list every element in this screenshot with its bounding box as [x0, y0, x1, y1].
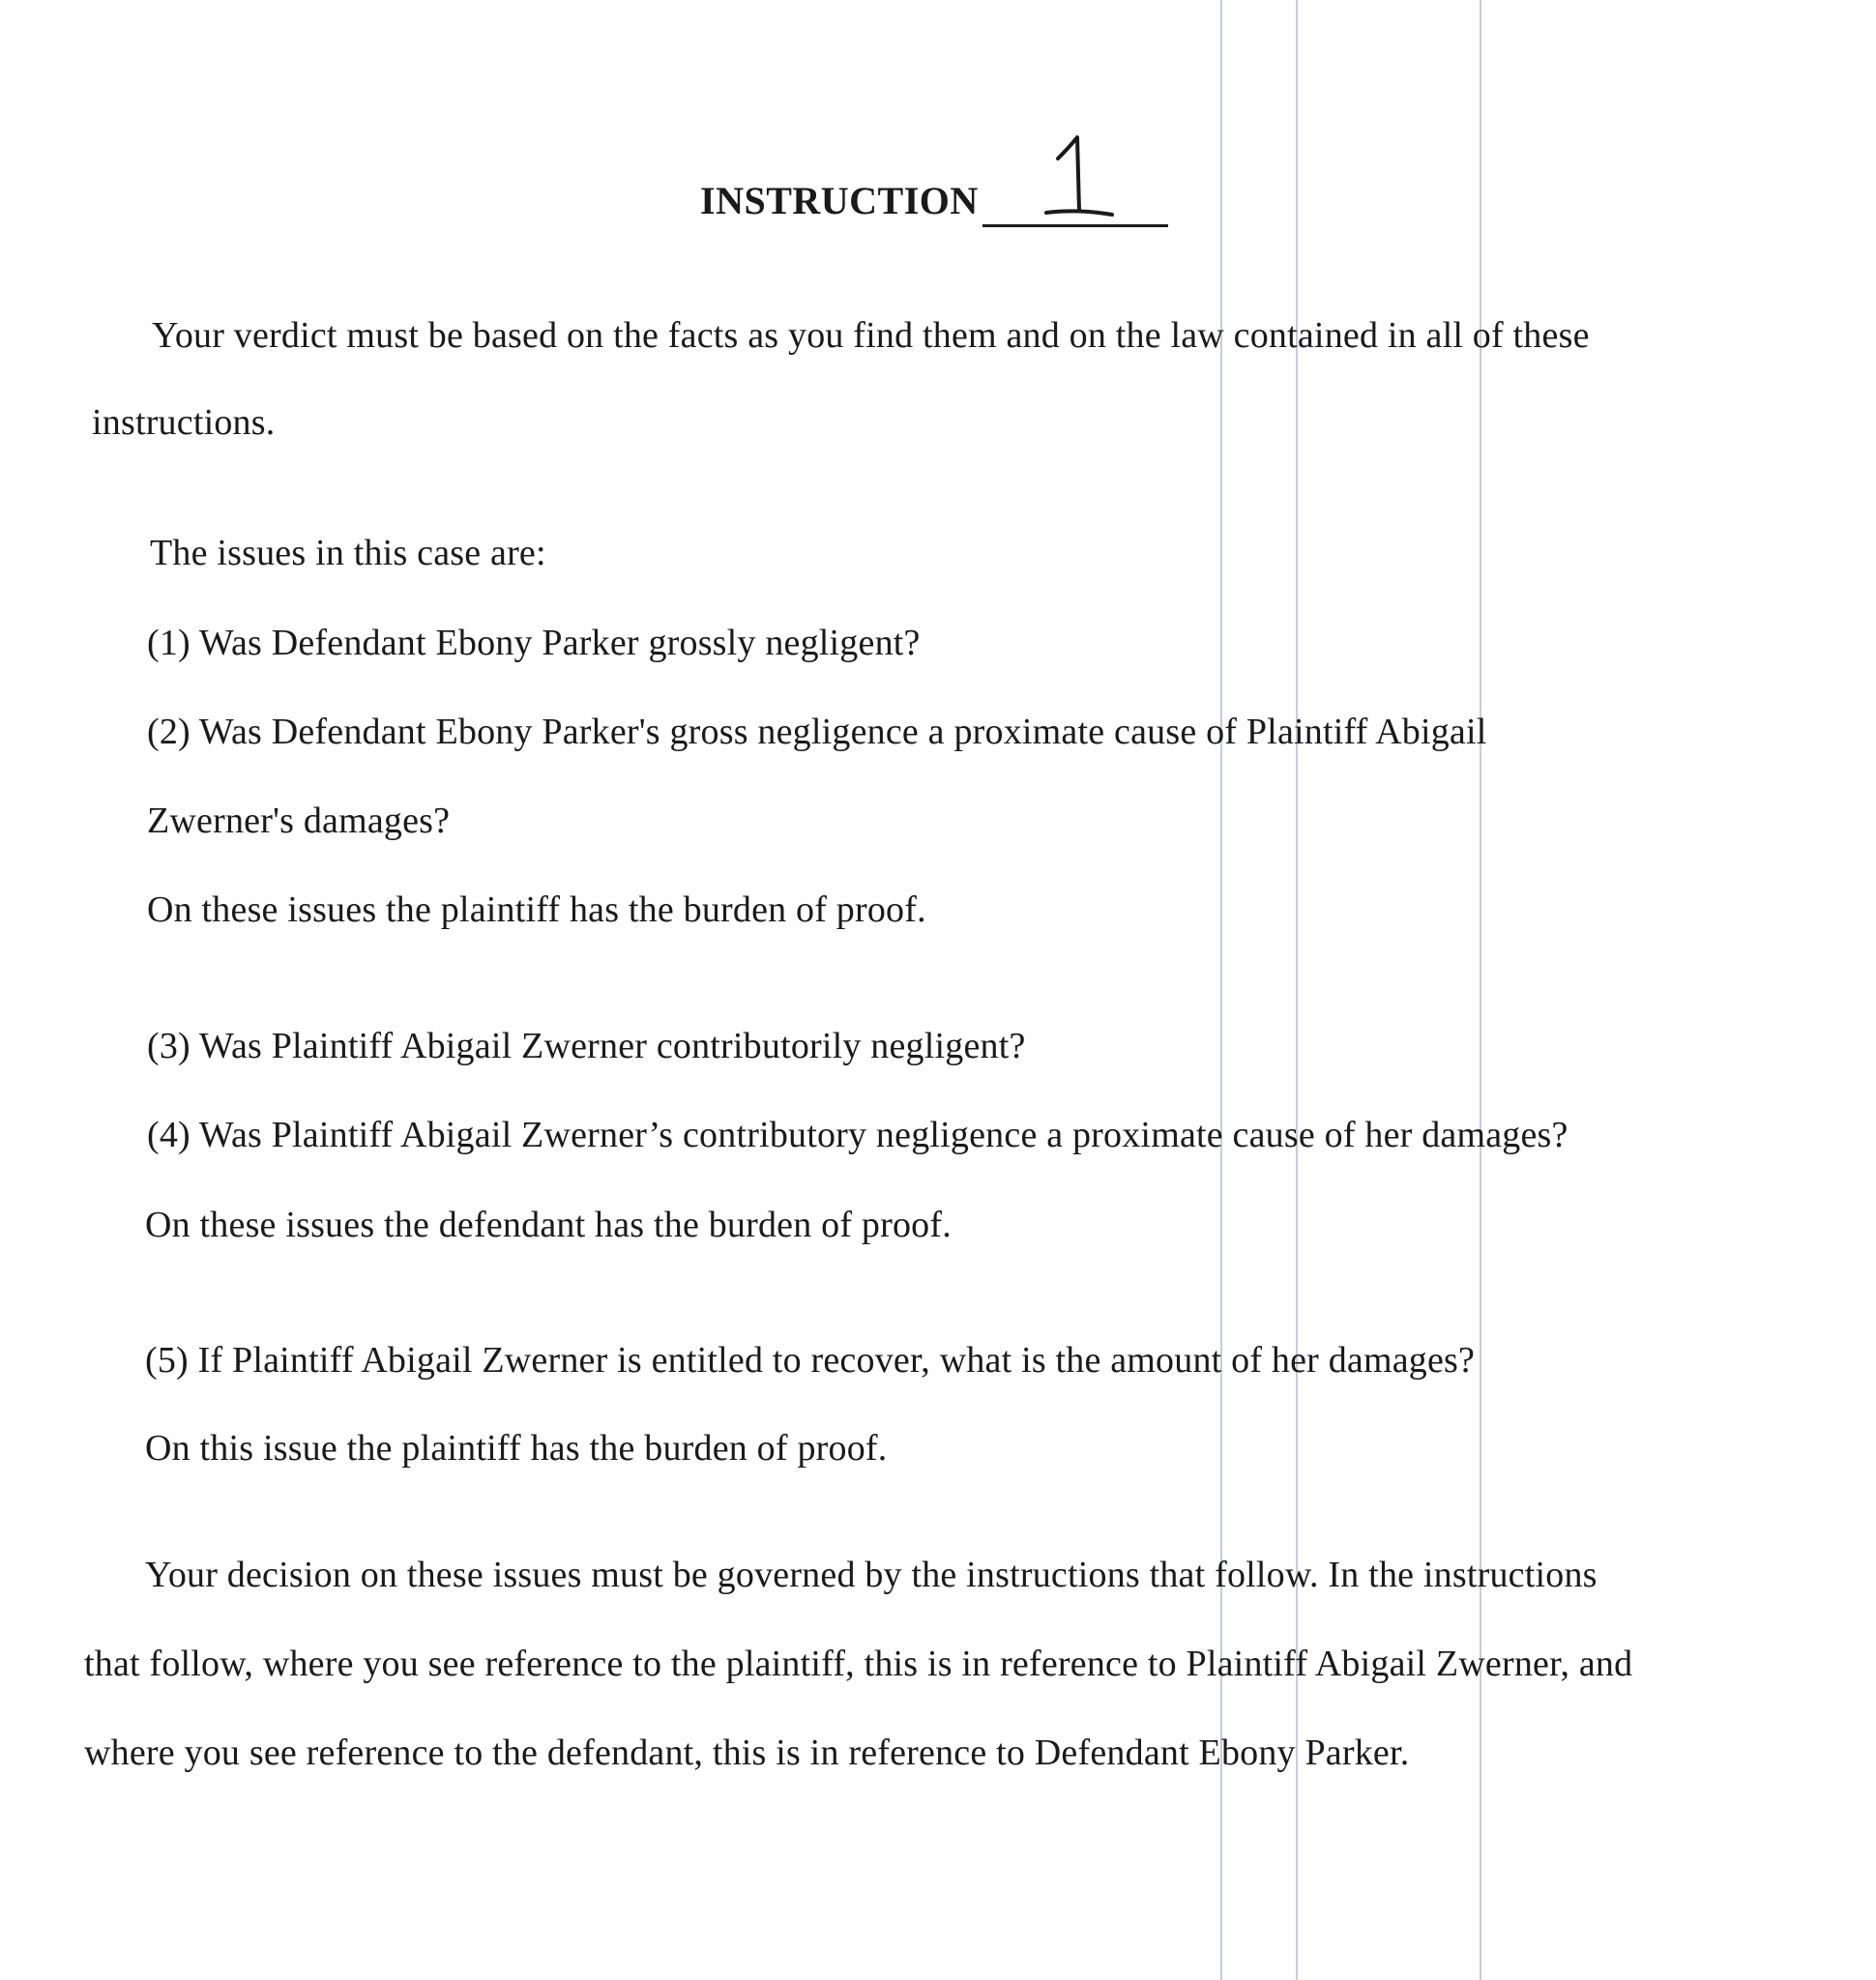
issue-1: (1) Was Defendant Ebony Parker grossly negligent?	[147, 623, 921, 663]
issue-3: (3) Was Plaintiff Abigail Zwerner contributorily negligent?	[147, 1026, 1026, 1066]
issue-2-line-2: Zwerner's damages?	[147, 801, 451, 841]
closing-line-3: where you see reference to the defendant, this is in reference to Defendant Ebony Parker.	[84, 1732, 1410, 1773]
closing-line-1: Your decision on these issues must be governed by the instructions that follow. In the instructions	[145, 1555, 1598, 1595]
instruction-number-blank	[982, 224, 1168, 227]
burden-of-proof-defendant: On these issues the defendant has the burden of proof.	[145, 1205, 952, 1245]
issue-4: (4) Was Plaintiff Abigail Zwerner’s contributory negligence a proximate cause of her damages?	[147, 1115, 1568, 1155]
instruction-header	[0, 135, 1876, 232]
handwritten-instruction-number	[1037, 128, 1114, 224]
closing-line-2: that follow, where you see reference to the plaintiff, this is in reference to Plaintiff Abigail Zwerner, and	[84, 1644, 1633, 1684]
burden-of-proof-plaintiff-1: On these issues the plaintiff has the burden of proof.	[147, 889, 926, 930]
issue-5: (5) If Plaintiff Abigail Zwerner is entitled to recover, what is the amount of her damages?	[145, 1340, 1476, 1381]
issues-heading: The issues in this case are:	[150, 533, 546, 573]
intro-line-2: instructions.	[92, 402, 276, 443]
issue-2-line-1: (2) Was Defendant Ebony Parker's gross negligence a proximate cause of Plaintiff Abigail	[147, 712, 1487, 752]
burden-of-proof-plaintiff-2: On this issue the plaintiff has the burden of proof.	[145, 1428, 888, 1469]
instruction-title: INSTRUCTION	[700, 179, 979, 222]
intro-line-1: Your verdict must be based on the facts as you find them and on the law contained in all of these	[152, 315, 1590, 356]
